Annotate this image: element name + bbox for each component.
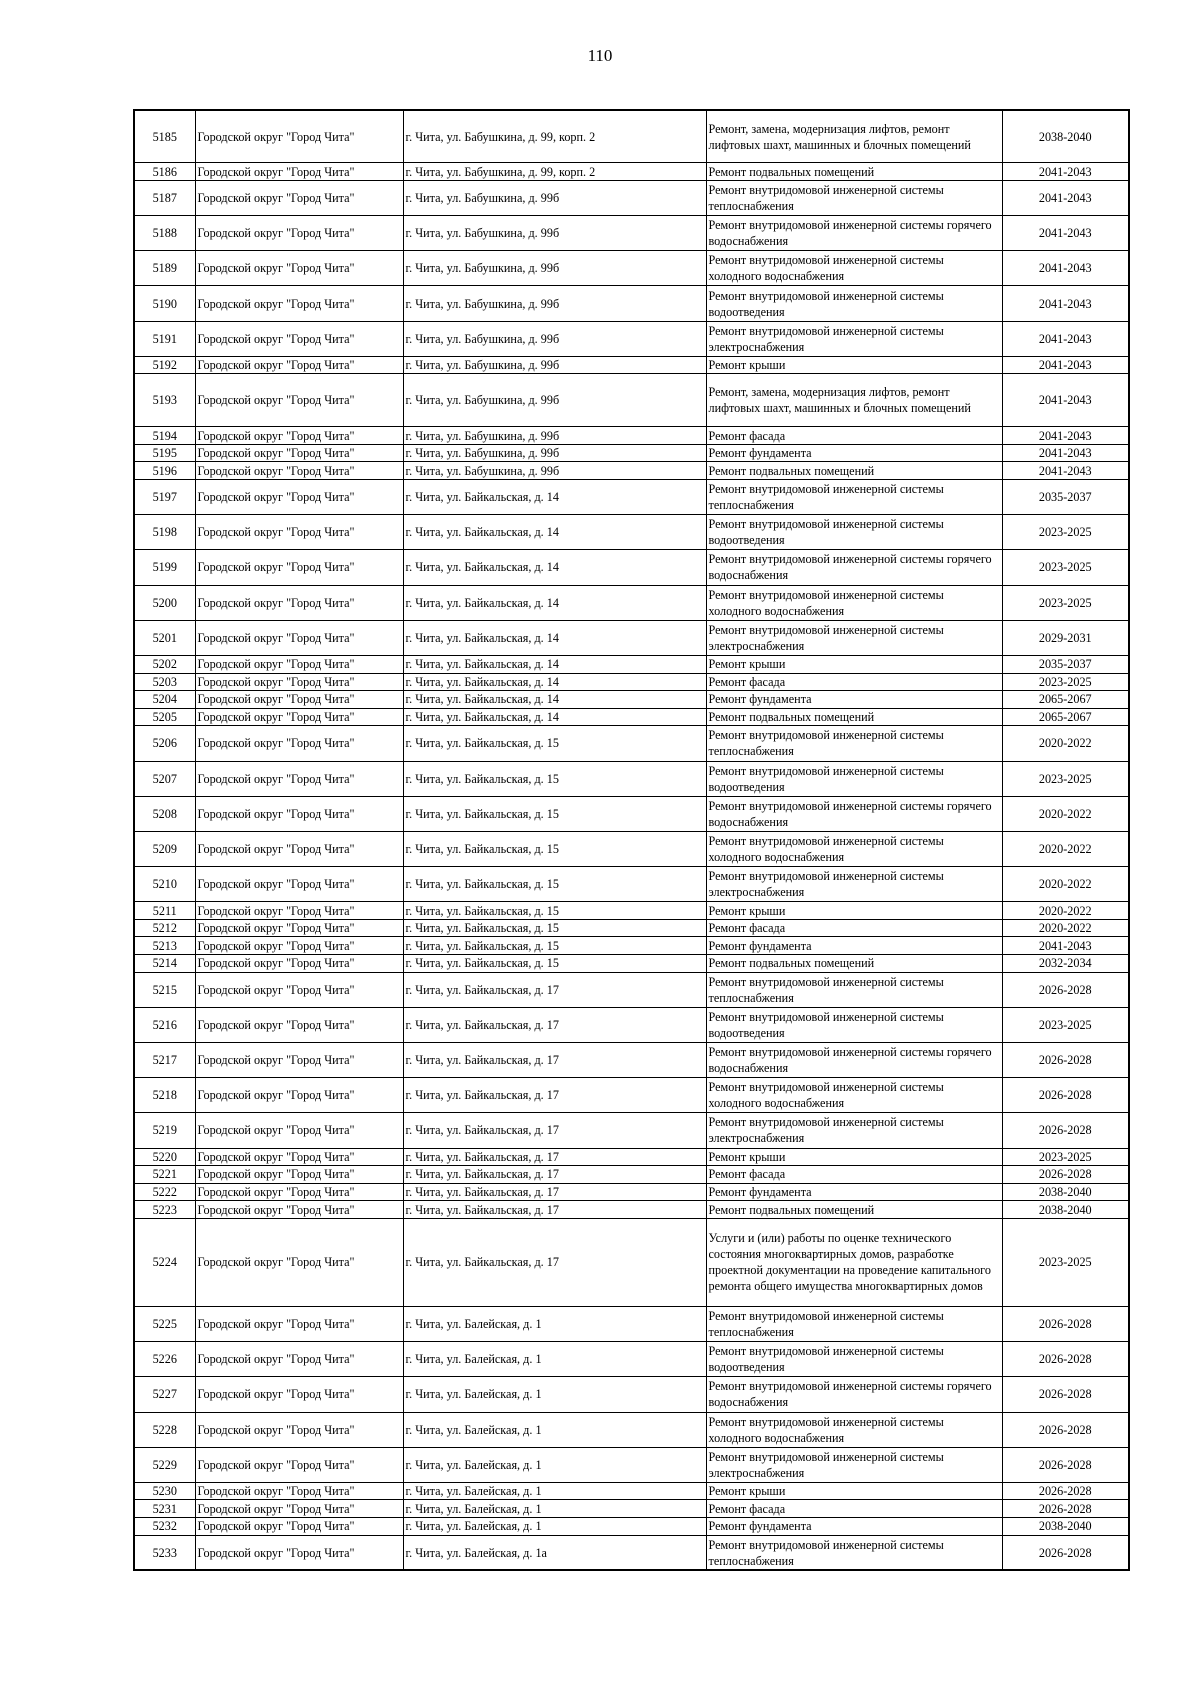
period-cell: 2023-2025	[1002, 761, 1129, 796]
municipality-cell: Городской округ "Город Чита"	[195, 1482, 403, 1500]
period-cell: 2023-2025	[1002, 1218, 1129, 1306]
period-cell: 2020-2022	[1002, 831, 1129, 866]
work-type-cell: Ремонт внутридомовой инженерной системы водоотведения	[706, 761, 1002, 796]
table-row	[134, 655, 1129, 673]
table-row	[134, 515, 1129, 550]
row-number-cell: 5216	[134, 1007, 195, 1042]
municipality-cell: Городской округ "Город Чита"	[195, 251, 403, 286]
row-number-cell: 5208	[134, 796, 195, 831]
municipality-cell: Городской округ "Город Чита"	[195, 1518, 403, 1536]
municipality-cell: Городской округ "Город Чита"	[195, 867, 403, 902]
row-number-cell: 5187	[134, 180, 195, 215]
table-row	[134, 1500, 1129, 1518]
period-cell: 2026-2028	[1002, 1113, 1129, 1148]
row-number-cell: 5212	[134, 919, 195, 937]
municipality-cell: Городской округ "Город Чита"	[195, 321, 403, 356]
table-row	[134, 444, 1129, 462]
address-cell: г. Чита, ул. Байкальская, д. 17	[403, 972, 706, 1007]
period-cell: 2026-2028	[1002, 1447, 1129, 1482]
period-cell: 2041-2043	[1002, 374, 1129, 427]
table-row	[134, 1412, 1129, 1447]
municipality-cell: Городской округ "Город Чита"	[195, 708, 403, 726]
table-row	[134, 1078, 1129, 1113]
work-type-cell: Ремонт крыши	[706, 902, 1002, 920]
work-type-cell: Ремонт подвальных помещений	[706, 1201, 1002, 1219]
period-cell: 2038-2040	[1002, 1518, 1129, 1536]
table-row	[134, 1043, 1129, 1078]
municipality-cell: Городской округ "Город Чита"	[195, 1201, 403, 1219]
work-type-cell: Ремонт внутридомовой инженерной системы холодного водоснабжения	[706, 831, 1002, 866]
row-number-cell: 5224	[134, 1218, 195, 1306]
work-type-cell: Ремонт фасада	[706, 1166, 1002, 1184]
row-number-cell: 5186	[134, 163, 195, 181]
municipality-cell: Городской округ "Город Чита"	[195, 286, 403, 321]
table-row	[134, 163, 1129, 181]
address-cell: г. Чита, ул. Бабушкина, д. 99б	[403, 321, 706, 356]
municipality-cell: Городской округ "Город Чита"	[195, 761, 403, 796]
address-cell: г. Чита, ул. Байкальская, д. 14	[403, 550, 706, 585]
period-cell: 2035-2037	[1002, 655, 1129, 673]
period-cell: 2023-2025	[1002, 673, 1129, 691]
table-row	[134, 1201, 1129, 1219]
table-row	[134, 1113, 1129, 1148]
row-number-cell: 5188	[134, 216, 195, 251]
municipality-cell: Городской округ "Город Чита"	[195, 110, 403, 163]
address-cell: г. Чита, ул. Байкальская, д. 17	[403, 1007, 706, 1042]
table-row	[134, 321, 1129, 356]
work-type-cell: Ремонт подвальных помещений	[706, 163, 1002, 181]
period-cell: 2026-2028	[1002, 1306, 1129, 1341]
work-type-cell: Ремонт внутридомовой инженерной системы электроснабжения	[706, 867, 1002, 902]
municipality-cell: Городской округ "Город Чита"	[195, 180, 403, 215]
table-row	[134, 180, 1129, 215]
row-number-cell: 5196	[134, 462, 195, 480]
municipality-cell: Городской округ "Город Чита"	[195, 1148, 403, 1166]
period-cell: 2035-2037	[1002, 480, 1129, 515]
table-row	[134, 251, 1129, 286]
address-cell: г. Чита, ул. Бабушкина, д. 99б	[403, 462, 706, 480]
municipality-cell: Городской округ "Город Чита"	[195, 902, 403, 920]
municipality-cell: Городской округ "Город Чита"	[195, 1447, 403, 1482]
table-row	[134, 550, 1129, 585]
municipality-cell: Городской округ "Город Чита"	[195, 374, 403, 427]
table-row	[134, 585, 1129, 620]
municipality-cell: Городской округ "Город Чита"	[195, 655, 403, 673]
municipality-cell: Городской округ "Город Чита"	[195, 1218, 403, 1306]
work-type-cell: Ремонт внутридомовой инженерной системы электроснабжения	[706, 620, 1002, 655]
work-type-cell: Ремонт подвальных помещений	[706, 462, 1002, 480]
work-type-cell: Ремонт внутридомовой инженерной системы электроснабжения	[706, 1113, 1002, 1148]
period-cell: 2026-2028	[1002, 1535, 1129, 1570]
work-type-cell: Ремонт внутридомовой инженерной системы теплоснабжения	[706, 972, 1002, 1007]
row-number-cell: 5210	[134, 867, 195, 902]
address-cell: г. Чита, ул. Байкальская, д. 15	[403, 919, 706, 937]
period-cell: 2041-2043	[1002, 321, 1129, 356]
address-cell: г. Чита, ул. Бабушкина, д. 99, корп. 2	[403, 110, 706, 163]
municipality-cell: Городской округ "Город Чита"	[195, 1342, 403, 1377]
address-cell: г. Чита, ул. Байкальская, д. 14	[403, 708, 706, 726]
municipality-cell: Городской округ "Город Чита"	[195, 1183, 403, 1201]
address-cell: г. Чита, ул. Бабушкина, д. 99б	[403, 444, 706, 462]
municipality-cell: Городской округ "Город Чита"	[195, 919, 403, 937]
period-cell: 2041-2043	[1002, 180, 1129, 215]
work-type-cell: Ремонт крыши	[706, 655, 1002, 673]
work-type-cell: Ремонт крыши	[706, 1482, 1002, 1500]
row-number-cell: 5230	[134, 1482, 195, 1500]
row-number-cell: 5198	[134, 515, 195, 550]
period-cell: 2032-2034	[1002, 955, 1129, 973]
row-number-cell: 5211	[134, 902, 195, 920]
work-type-cell: Ремонт внутридомовой инженерной системы теплоснабжения	[706, 480, 1002, 515]
table-row	[134, 796, 1129, 831]
address-cell: г. Чита, ул. Балейская, д. 1	[403, 1518, 706, 1536]
row-number-cell: 5228	[134, 1412, 195, 1447]
table-row	[134, 831, 1129, 866]
table-row	[134, 110, 1129, 163]
work-type-cell: Ремонт фасада	[706, 1500, 1002, 1518]
address-cell: г. Чита, ул. Балейская, д. 1	[403, 1447, 706, 1482]
row-number-cell: 5194	[134, 427, 195, 445]
period-cell: 2020-2022	[1002, 796, 1129, 831]
address-cell: г. Чита, ул. Байкальская, д. 17	[403, 1148, 706, 1166]
work-type-cell: Ремонт крыши	[706, 1148, 1002, 1166]
work-type-cell: Ремонт фундамента	[706, 691, 1002, 709]
table-row	[134, 867, 1129, 902]
address-cell: г. Чита, ул. Бабушкина, д. 99, корп. 2	[403, 163, 706, 181]
period-cell: 2038-2040	[1002, 1201, 1129, 1219]
period-cell: 2026-2028	[1002, 1500, 1129, 1518]
row-number-cell: 5203	[134, 673, 195, 691]
period-cell: 2023-2025	[1002, 515, 1129, 550]
row-number-cell: 5218	[134, 1078, 195, 1113]
table-row	[134, 1447, 1129, 1482]
municipality-cell: Городской округ "Город Чита"	[195, 1078, 403, 1113]
address-cell: г. Чита, ул. Байкальская, д. 14	[403, 673, 706, 691]
address-cell: г. Чита, ул. Балейская, д. 1	[403, 1306, 706, 1341]
table-row	[134, 286, 1129, 321]
municipality-cell: Городской округ "Город Чита"	[195, 726, 403, 761]
work-type-cell: Ремонт внутридомовой инженерной системы теплоснабжения	[706, 1306, 1002, 1341]
period-cell: 2041-2043	[1002, 356, 1129, 374]
municipality-cell: Городской округ "Город Чита"	[195, 462, 403, 480]
address-cell: г. Чита, ул. Байкальская, д. 15	[403, 867, 706, 902]
work-type-cell: Ремонт подвальных помещений	[706, 708, 1002, 726]
municipality-cell: Городской округ "Город Чита"	[195, 1043, 403, 1078]
table-row	[134, 1306, 1129, 1341]
municipality-cell: Городской округ "Город Чита"	[195, 1007, 403, 1042]
municipality-cell: Городской округ "Город Чита"	[195, 356, 403, 374]
work-type-cell: Ремонт внутридомовой инженерной системы горячего водоснабжения	[706, 796, 1002, 831]
work-type-cell: Ремонт внутридомовой инженерной системы водоотведения	[706, 1007, 1002, 1042]
address-cell: г. Чита, ул. Балейская, д. 1	[403, 1377, 706, 1412]
municipality-cell: Городской округ "Город Чита"	[195, 1377, 403, 1412]
period-cell: 2026-2028	[1002, 1166, 1129, 1184]
address-cell: г. Чита, ул. Байкальская, д. 15	[403, 761, 706, 796]
address-cell: г. Чита, ул. Бабушкина, д. 99б	[403, 356, 706, 374]
row-number-cell: 5232	[134, 1518, 195, 1536]
row-number-cell: 5209	[134, 831, 195, 866]
address-cell: г. Чита, ул. Байкальская, д. 15	[403, 937, 706, 955]
row-number-cell: 5189	[134, 251, 195, 286]
municipality-cell: Городской округ "Город Чита"	[195, 796, 403, 831]
municipality-cell: Городской округ "Город Чита"	[195, 673, 403, 691]
address-cell: г. Чита, ул. Байкальская, д. 15	[403, 955, 706, 973]
table-row	[134, 708, 1129, 726]
address-cell: г. Чита, ул. Бабушкина, д. 99б	[403, 180, 706, 215]
address-cell: г. Чита, ул. Байкальская, д. 14	[403, 515, 706, 550]
work-type-cell: Ремонт внутридомовой инженерной системы холодного водоснабжения	[706, 251, 1002, 286]
table-row	[134, 1166, 1129, 1184]
capital-repair-works-table	[133, 109, 1130, 1571]
period-cell: 2026-2028	[1002, 1412, 1129, 1447]
table-row	[134, 480, 1129, 515]
row-number-cell: 5229	[134, 1447, 195, 1482]
address-cell: г. Чита, ул. Бабушкина, д. 99б	[403, 216, 706, 251]
row-number-cell: 5214	[134, 955, 195, 973]
row-number-cell: 5192	[134, 356, 195, 374]
table-row	[134, 1183, 1129, 1201]
work-type-cell: Услуги и (или) работы по оценке технического состояния многоквартирных домов, разработке проектной документации на проведение капитального ремонта общего имущества многоквартирных домов	[706, 1218, 1002, 1306]
work-type-cell: Ремонт внутридомовой инженерной системы теплоснабжения	[706, 180, 1002, 215]
row-number-cell: 5191	[134, 321, 195, 356]
table-row	[134, 1148, 1129, 1166]
table-row	[134, 1007, 1129, 1042]
address-cell: г. Чита, ул. Бабушкина, д. 99б	[403, 427, 706, 445]
work-type-cell: Ремонт внутридомовой инженерной системы горячего водоснабжения	[706, 1043, 1002, 1078]
address-cell: г. Чита, ул. Бабушкина, д. 99б	[403, 374, 706, 427]
table-row	[134, 1218, 1129, 1306]
work-type-cell: Ремонт фасада	[706, 919, 1002, 937]
municipality-cell: Городской округ "Город Чита"	[195, 444, 403, 462]
row-number-cell: 5223	[134, 1201, 195, 1219]
period-cell: 2038-2040	[1002, 1183, 1129, 1201]
address-cell: г. Чита, ул. Байкальская, д. 17	[403, 1043, 706, 1078]
row-number-cell: 5202	[134, 655, 195, 673]
row-number-cell: 5221	[134, 1166, 195, 1184]
address-cell: г. Чита, ул. Балейская, д. 1	[403, 1412, 706, 1447]
row-number-cell: 5204	[134, 691, 195, 709]
address-cell: г. Чита, ул. Балейская, д. 1а	[403, 1535, 706, 1570]
address-cell: г. Чита, ул. Байкальская, д. 14	[403, 655, 706, 673]
period-cell: 2041-2043	[1002, 163, 1129, 181]
address-cell: г. Чита, ул. Байкальская, д. 14	[403, 620, 706, 655]
address-cell: г. Чита, ул. Байкальская, д. 17	[403, 1201, 706, 1219]
address-cell: г. Чита, ул. Байкальская, д. 14	[403, 585, 706, 620]
row-number-cell: 5217	[134, 1043, 195, 1078]
row-number-cell: 5227	[134, 1377, 195, 1412]
row-number-cell: 5225	[134, 1306, 195, 1341]
work-type-cell: Ремонт, замена, модернизация лифтов, ремонт лифтовых шахт, машинных и блочных помещений	[706, 110, 1002, 163]
table-row	[134, 761, 1129, 796]
municipality-cell: Городской округ "Город Чита"	[195, 1306, 403, 1341]
work-type-cell: Ремонт крыши	[706, 356, 1002, 374]
work-type-cell: Ремонт фундамента	[706, 1183, 1002, 1201]
municipality-cell: Городской округ "Город Чита"	[195, 1166, 403, 1184]
municipality-cell: Городской округ "Город Чита"	[195, 1113, 403, 1148]
address-cell: г. Чита, ул. Байкальская, д. 14	[403, 480, 706, 515]
table-row	[134, 427, 1129, 445]
row-number-cell: 5215	[134, 972, 195, 1007]
address-cell: г. Чита, ул. Бабушкина, д. 99б	[403, 286, 706, 321]
period-cell: 2020-2022	[1002, 726, 1129, 761]
table-row	[134, 216, 1129, 251]
work-type-cell: Ремонт внутридомовой инженерной системы электроснабжения	[706, 1447, 1002, 1482]
municipality-cell: Городской округ "Город Чита"	[195, 691, 403, 709]
work-type-cell: Ремонт, замена, модернизация лифтов, ремонт лифтовых шахт, машинных и блочных помещений	[706, 374, 1002, 427]
address-cell: г. Чита, ул. Байкальская, д. 17	[403, 1113, 706, 1148]
period-cell: 2020-2022	[1002, 902, 1129, 920]
page-number: 110	[587, 46, 613, 65]
municipality-cell: Городской округ "Город Чита"	[195, 1412, 403, 1447]
work-type-cell: Ремонт внутридомовой инженерной системы горячего водоснабжения	[706, 550, 1002, 585]
address-cell: г. Чита, ул. Балейская, д. 1	[403, 1342, 706, 1377]
municipality-cell: Городской округ "Город Чита"	[195, 216, 403, 251]
row-number-cell: 5200	[134, 585, 195, 620]
work-type-cell: Ремонт подвальных помещений	[706, 955, 1002, 973]
row-number-cell: 5205	[134, 708, 195, 726]
address-cell: г. Чита, ул. Байкальская, д. 15	[403, 831, 706, 866]
period-cell: 2065-2067	[1002, 691, 1129, 709]
municipality-cell: Городской округ "Город Чита"	[195, 550, 403, 585]
table-row	[134, 1535, 1129, 1570]
row-number-cell: 5231	[134, 1500, 195, 1518]
table-row	[134, 462, 1129, 480]
period-cell: 2041-2043	[1002, 462, 1129, 480]
municipality-cell: Городской округ "Город Чита"	[195, 831, 403, 866]
work-type-cell: Ремонт фасада	[706, 427, 1002, 445]
period-cell: 2023-2025	[1002, 550, 1129, 585]
municipality-cell: Городской округ "Город Чита"	[195, 620, 403, 655]
work-type-cell: Ремонт внутридомовой инженерной системы теплоснабжения	[706, 1535, 1002, 1570]
work-type-cell: Ремонт фундамента	[706, 937, 1002, 955]
table-row	[134, 919, 1129, 937]
municipality-cell: Городской округ "Город Чита"	[195, 480, 403, 515]
row-number-cell: 5199	[134, 550, 195, 585]
work-type-cell: Ремонт внутридомовой инженерной системы холодного водоснабжения	[706, 1078, 1002, 1113]
table-row	[134, 902, 1129, 920]
period-cell: 2041-2043	[1002, 937, 1129, 955]
row-number-cell: 5213	[134, 937, 195, 955]
table-row	[134, 937, 1129, 955]
address-cell: г. Чита, ул. Байкальская, д. 17	[403, 1218, 706, 1306]
address-cell: г. Чита, ул. Байкальская, д. 15	[403, 796, 706, 831]
period-cell: 2038-2040	[1002, 110, 1129, 163]
table-row	[134, 1482, 1129, 1500]
row-number-cell: 5222	[134, 1183, 195, 1201]
period-cell: 2023-2025	[1002, 585, 1129, 620]
period-cell: 2041-2043	[1002, 286, 1129, 321]
work-type-cell: Ремонт внутридомовой инженерной системы теплоснабжения	[706, 726, 1002, 761]
municipality-cell: Городской округ "Город Чита"	[195, 1500, 403, 1518]
municipality-cell: Городской округ "Город Чита"	[195, 955, 403, 973]
address-cell: г. Чита, ул. Байкальская, д. 14	[403, 691, 706, 709]
work-type-cell: Ремонт внутридомовой инженерной системы горячего водоснабжения	[706, 1377, 1002, 1412]
table-row	[134, 972, 1129, 1007]
period-cell: 2026-2028	[1002, 1078, 1129, 1113]
work-type-cell: Ремонт внутридомовой инженерной системы электроснабжения	[706, 321, 1002, 356]
row-number-cell: 5226	[134, 1342, 195, 1377]
period-cell: 2026-2028	[1002, 972, 1129, 1007]
period-cell: 2026-2028	[1002, 1342, 1129, 1377]
row-number-cell: 5195	[134, 444, 195, 462]
period-cell: 2029-2031	[1002, 620, 1129, 655]
municipality-cell: Городской округ "Город Чита"	[195, 515, 403, 550]
work-type-cell: Ремонт внутридомовой инженерной системы холодного водоснабжения	[706, 1412, 1002, 1447]
table-row	[134, 955, 1129, 973]
period-cell: 2065-2067	[1002, 708, 1129, 726]
work-type-cell: Ремонт фундамента	[706, 1518, 1002, 1536]
period-cell: 2041-2043	[1002, 444, 1129, 462]
address-cell: г. Чита, ул. Байкальская, д. 17	[403, 1166, 706, 1184]
address-cell: г. Чита, ул. Байкальская, д. 17	[403, 1078, 706, 1113]
work-type-cell: Ремонт внутридомовой инженерной системы горячего водоснабжения	[706, 216, 1002, 251]
table-row	[134, 620, 1129, 655]
address-cell: г. Чита, ул. Байкальская, д. 15	[403, 902, 706, 920]
row-number-cell: 5206	[134, 726, 195, 761]
row-number-cell: 5201	[134, 620, 195, 655]
table-row	[134, 673, 1129, 691]
table-row	[134, 1342, 1129, 1377]
work-type-cell: Ремонт внутридомовой инженерной системы холодного водоснабжения	[706, 585, 1002, 620]
work-type-cell: Ремонт фундамента	[706, 444, 1002, 462]
row-number-cell: 5190	[134, 286, 195, 321]
municipality-cell: Городской округ "Город Чита"	[195, 427, 403, 445]
period-cell: 2020-2022	[1002, 867, 1129, 902]
row-number-cell: 5207	[134, 761, 195, 796]
address-cell: г. Чита, ул. Байкальская, д. 17	[403, 1183, 706, 1201]
row-number-cell: 5219	[134, 1113, 195, 1148]
period-cell: 2020-2022	[1002, 919, 1129, 937]
work-type-cell: Ремонт фасада	[706, 673, 1002, 691]
table-row	[134, 691, 1129, 709]
row-number-cell: 5233	[134, 1535, 195, 1570]
municipality-cell: Городской округ "Город Чита"	[195, 937, 403, 955]
row-number-cell: 5193	[134, 374, 195, 427]
row-number-cell: 5185	[134, 110, 195, 163]
table-row	[134, 1377, 1129, 1412]
address-cell: г. Чита, ул. Балейская, д. 1	[403, 1500, 706, 1518]
municipality-cell: Городской округ "Город Чита"	[195, 1535, 403, 1570]
works-table-body	[134, 110, 1129, 1570]
period-cell: 2026-2028	[1002, 1482, 1129, 1500]
period-cell: 2041-2043	[1002, 251, 1129, 286]
period-cell: 2026-2028	[1002, 1377, 1129, 1412]
work-type-cell: Ремонт внутридомовой инженерной системы водоотведения	[706, 286, 1002, 321]
address-cell: г. Чита, ул. Бабушкина, д. 99б	[403, 251, 706, 286]
row-number-cell: 5197	[134, 480, 195, 515]
work-type-cell: Ремонт внутридомовой инженерной системы водоотведения	[706, 515, 1002, 550]
work-type-cell: Ремонт внутридомовой инженерной системы водоотведения	[706, 1342, 1002, 1377]
municipality-cell: Городской округ "Город Чита"	[195, 163, 403, 181]
address-cell: г. Чита, ул. Балейская, д. 1	[403, 1482, 706, 1500]
period-cell: 2041-2043	[1002, 216, 1129, 251]
period-cell: 2041-2043	[1002, 427, 1129, 445]
period-cell: 2023-2025	[1002, 1007, 1129, 1042]
table-row	[134, 1518, 1129, 1536]
address-cell: г. Чита, ул. Байкальская, д. 15	[403, 726, 706, 761]
municipality-cell: Городской округ "Город Чита"	[195, 585, 403, 620]
table-row	[134, 356, 1129, 374]
table-row	[134, 374, 1129, 427]
period-cell: 2026-2028	[1002, 1043, 1129, 1078]
row-number-cell: 5220	[134, 1148, 195, 1166]
municipality-cell: Городской округ "Город Чита"	[195, 972, 403, 1007]
table-row	[134, 726, 1129, 761]
period-cell: 2023-2025	[1002, 1148, 1129, 1166]
